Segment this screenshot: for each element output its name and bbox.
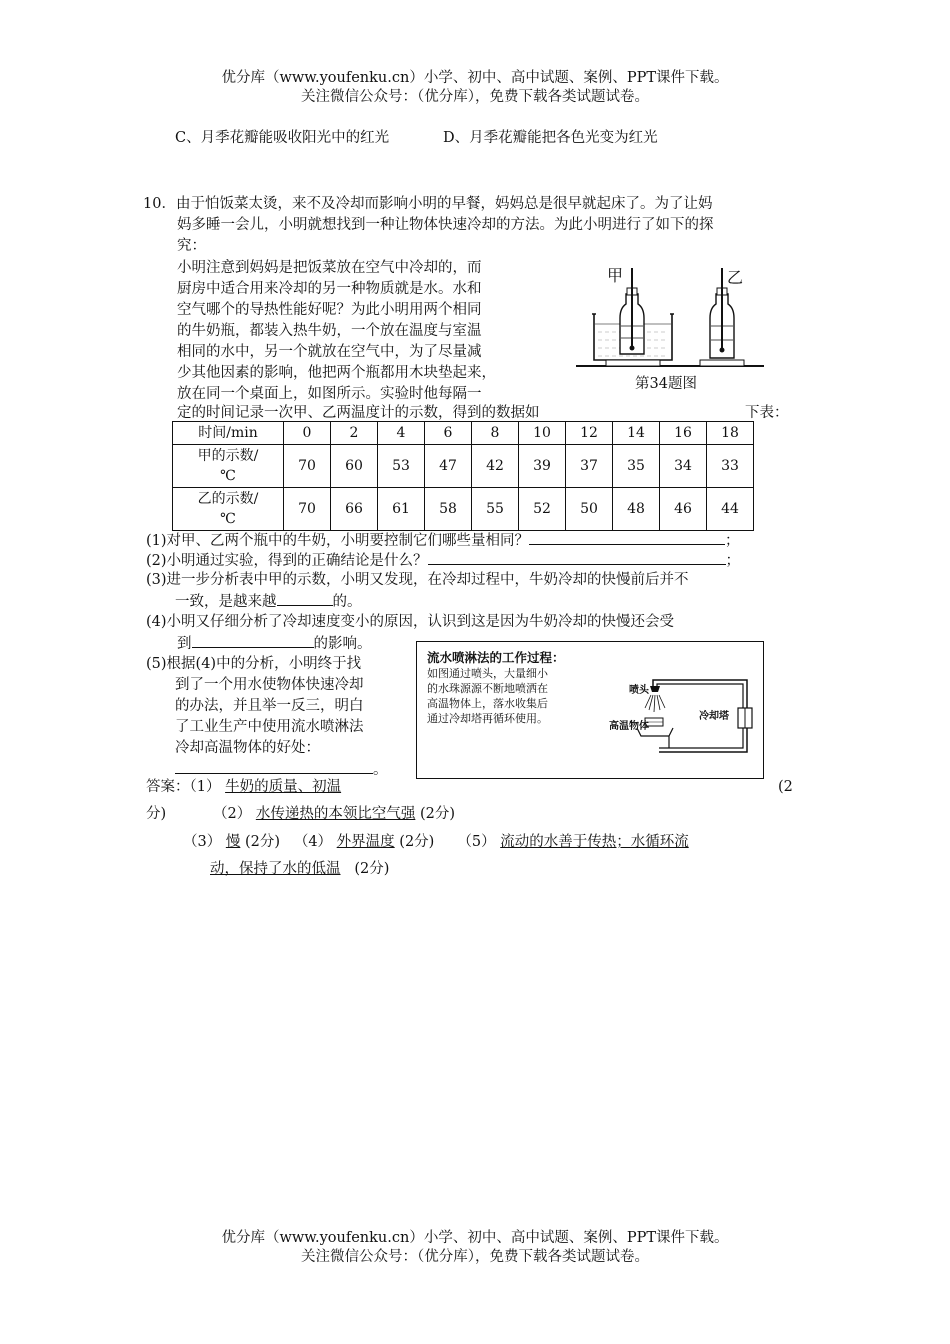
answer-4-num: （4）	[293, 834, 333, 850]
answer-prefix: 答案：（1）	[146, 779, 221, 795]
wood-block-yi	[700, 360, 744, 366]
table-cell: 6	[425, 422, 472, 445]
q10-para-4: 的牛奶瓶，都装入热牛奶，一个放在温度与室温	[177, 323, 482, 339]
table-cell: 2	[331, 422, 378, 445]
table-cell: 55	[472, 488, 519, 531]
wood-block-jia	[606, 360, 660, 366]
sub-question-1	[146, 530, 740, 551]
answer-5-line-1: 流动的水善于传热；水循环流	[500, 834, 689, 850]
sub-question-4-line-2	[177, 633, 372, 654]
answer-5-num: （5）	[457, 834, 496, 850]
q10-para-3: 空气哪个的导热性能好呢？为此小明用两个相同	[177, 302, 482, 318]
answer-line-1	[146, 777, 341, 797]
table-cell: 50	[566, 488, 613, 531]
answer-4: 外界温度	[336, 834, 395, 850]
sub2-end: ；	[725, 553, 741, 569]
box-desc-line: 如图通过喷头，大量细小	[427, 667, 548, 680]
label-cooling-tower: 冷却塔	[699, 711, 729, 722]
sub-question-2	[146, 550, 740, 571]
q10-para-last: 定的时间记录一次甲、乙两温度计的示数，得到的数据如	[177, 405, 540, 421]
answer-1: 牛奶的质量、初温	[225, 779, 342, 795]
table-cell: 14	[613, 422, 660, 445]
jia-label-1: 甲的示数/	[197, 448, 259, 464]
q10-para-2: 厨房中适合用来冷却的另一种物质就是水。水和	[177, 281, 482, 297]
sub-question-5-line-1: (5)根据(4)中的分析，小明终于找	[146, 656, 362, 672]
option-d: D、月季花瓣能把各色光变为红光	[443, 130, 658, 146]
table-row-yi	[173, 488, 754, 531]
sub-question-3-line-1: (3)进一步分析表中甲的示数，小明又发现，在冷却过程中，牛奶冷却的快慢前后并不	[146, 572, 689, 588]
answer-line-4	[210, 859, 389, 879]
answer-5-line-2: 动，保持了水的低温	[210, 861, 341, 877]
answer-blank-3[interactable]	[277, 591, 333, 606]
table-cell: 10	[519, 422, 566, 445]
table-cell: 35	[613, 445, 660, 488]
box-description	[427, 666, 548, 726]
yi-label-2: ℃	[220, 511, 236, 527]
sub1-text: (1)对甲、乙两个瓶中的牛奶，小明要控制它们哪些量相同？	[146, 533, 530, 549]
table-cell: 37	[566, 445, 613, 488]
figure-caption: 第34题图	[635, 376, 697, 392]
table-cell: 8	[472, 422, 519, 445]
q10-intro-2: 妈多睡一会儿，小明就想找到一种让物体快速冷却的方法。为此小明进行了如下的探	[177, 217, 714, 233]
table-header-yi	[173, 488, 284, 531]
table-cell: 58	[425, 488, 472, 531]
table-cell: 61	[378, 488, 425, 531]
figure-label-yi: 乙	[727, 268, 744, 287]
q10-para-5: 相同的水中，另一个就放在空气中，为了尽量减	[177, 344, 482, 360]
label-hot-object: 高温物体	[609, 721, 649, 732]
table-cell: 44	[707, 488, 754, 531]
sub3-text: 一致，是越来越	[175, 594, 277, 610]
table-header-jia	[173, 445, 284, 488]
spray-cooling-box	[416, 641, 764, 779]
answer-3: 慢	[225, 834, 241, 850]
q10-intro-3: 究：	[177, 238, 206, 254]
footer-line-2: 关注微信公众号：（优分库），免费下载各类试题试卷。	[301, 1249, 649, 1265]
answer-blank-5[interactable]	[175, 759, 373, 774]
answer-4-score: (2分)	[399, 834, 435, 850]
q10-intro-1: 10．由于怕饭菜太烫，来不及冷却而影响小明的早餐，妈妈总是很早就起床了。为了让妈	[143, 196, 713, 212]
answer-2-num: （2）	[213, 806, 252, 822]
box-desc-line: 通过冷却塔再循环使用。	[427, 712, 548, 725]
table-row-time	[173, 422, 754, 445]
answer-blank-1[interactable]	[529, 530, 725, 545]
q10-para-last-right: 下表：	[745, 405, 789, 421]
table-cell: 47	[425, 445, 472, 488]
answer-3-score: (2分)	[244, 834, 280, 850]
table-cell: 48	[613, 488, 660, 531]
answer-2: 水传递热的本领比空气强	[255, 806, 416, 822]
sub5-end: 。	[373, 762, 388, 778]
answer-line-2	[213, 804, 455, 824]
sub-question-4-line-1: (4)小明又仔细分析了冷却速度变小的原因，认识到这是因为牛奶冷却的快慢还会受	[146, 614, 675, 630]
jia-label-2: ℃	[220, 468, 236, 484]
table-cell: 46	[660, 488, 707, 531]
table-cell: 34	[660, 445, 707, 488]
q10-para-7: 放在同一个桌面上，如图所示。实验时他每隔一	[177, 386, 482, 402]
box-desc-line: 的水珠源源不断地喷洒在	[427, 682, 548, 695]
nozzle	[650, 686, 660, 692]
yi-label-1: 乙的示数/	[197, 491, 259, 507]
sub2-text: (2)小明通过实验，得到的正确结论是什么？	[146, 553, 428, 569]
table-cell: 53	[378, 445, 425, 488]
answer-3-num: （3）	[183, 834, 222, 850]
sub-question-5-line-3: 的办法，并且举一反三，明白	[175, 698, 364, 714]
answer-5-score: (2分)	[354, 861, 390, 877]
figure-label-jia: 甲	[607, 266, 624, 285]
sub4-end: 的影响。	[313, 636, 372, 652]
table-cell: 39	[519, 445, 566, 488]
sub-question-5-line-5: 冷却高温物体的好处：	[175, 740, 320, 756]
sub1-end: ；	[725, 533, 740, 549]
answer-2-score: (2分)	[419, 806, 455, 822]
table-cell: 18	[707, 422, 754, 445]
table-cell: 12	[566, 422, 613, 445]
table-cell: 70	[284, 488, 331, 531]
header-line-1: 优分库（www.youfenku.cn）小学、初中、高中试题、案例、PPT课件下载。	[221, 70, 729, 86]
answer-1-score-open: (2	[778, 779, 793, 795]
box-title: 流水喷淋法的工作过程：	[427, 650, 565, 665]
spray-diagram	[607, 666, 757, 766]
label-nozzle: 喷头	[629, 685, 649, 696]
table-cell: 42	[472, 445, 519, 488]
sub-question-3-line-2	[175, 591, 362, 612]
answer-1-score-close: 分)	[146, 806, 167, 822]
temperature-table	[172, 421, 754, 531]
table-cell: 70	[284, 445, 331, 488]
sub-question-5-line-4: 了工业生产中使用流水喷淋法	[175, 719, 364, 735]
header-line-2: 关注微信公众号：（优分库），免费下载各类试题试卷。	[301, 89, 649, 105]
answer-blank-2[interactable]	[428, 550, 726, 565]
q10-para-6: 少其他因素的影响，他把两个瓶都用木块垫起来，	[177, 365, 496, 381]
table-header-time: 时间/min	[173, 422, 284, 445]
answer-blank-4[interactable]	[192, 633, 314, 648]
table-cell: 0	[284, 422, 331, 445]
answer-line-3	[183, 832, 689, 852]
table-cell: 33	[707, 445, 754, 488]
option-c: C、月季花瓣能吸收阳光中的红光	[175, 130, 390, 146]
table-cell: 66	[331, 488, 378, 531]
table-cell: 4	[378, 422, 425, 445]
q10-para-1: 小明注意到妈妈是把饭菜放在空气中冷却的，而	[177, 260, 482, 276]
table-cell: 52	[519, 488, 566, 531]
sub3-end: 的。	[332, 594, 362, 610]
table-cell: 16	[660, 422, 707, 445]
table-row-jia	[173, 445, 754, 488]
footer-line-1: 优分库（www.youfenku.cn）小学、初中、高中试题、案例、PPT课件下载。	[221, 1230, 729, 1246]
sub-question-5-line-2: 到了一个用水使物体快速冷却	[175, 677, 364, 693]
box-desc-line: 高温物体上，落水收集后	[427, 697, 548, 710]
table-cell: 60	[331, 445, 378, 488]
sub4-text: 到	[177, 636, 192, 652]
